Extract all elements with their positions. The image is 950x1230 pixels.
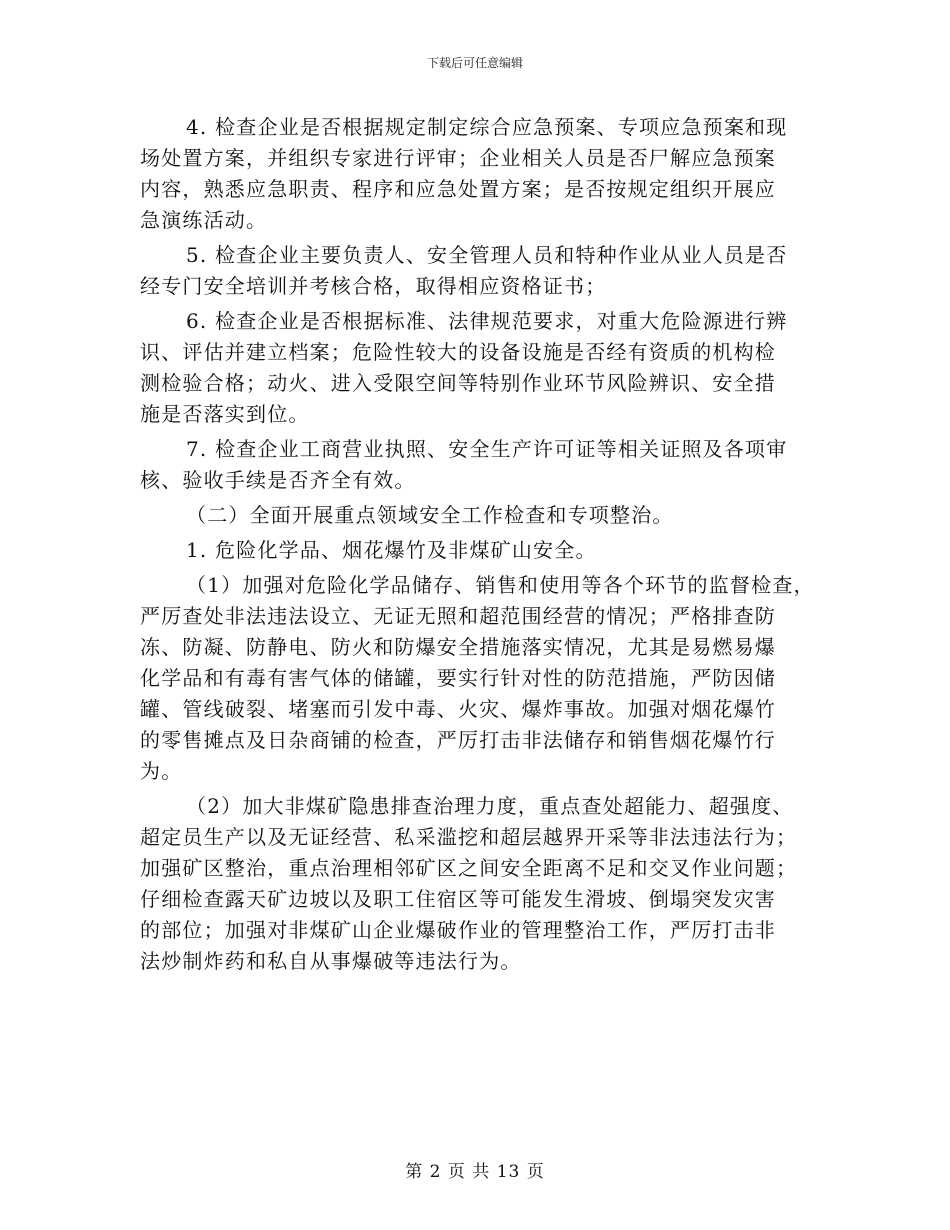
text-line: 仔细检查露天矿边坡以及职工住宿区等可能发生滑坡、倒塌突发灾害 — [140, 887, 776, 911]
text-line: 化学品和有毒有害气体的储罐，要实行针对性的防范措施，严防因储 — [140, 666, 776, 690]
page-header: 下载后可任意编辑 — [426, 56, 523, 70]
paragraph — [140, 434, 812, 496]
text-line: 施是否落实到位。 — [140, 402, 310, 426]
text-line: 5. 检查企业主要负责人、安全管理人员和特种作业从业人员是否 — [186, 243, 788, 267]
text-line: 为。 — [140, 759, 183, 783]
text-line: （2）加大非煤矿隐患排查治理力度，重点查处超能力、超强度、 — [186, 794, 794, 818]
text-line: 冻、防凝、防静电、防火和防爆安全措施落实情况，尤其是易燃易爆 — [140, 635, 776, 659]
text-line: 6. 检查企业是否根据标准、法律规范要求，对重大危险源进行辨 — [186, 309, 788, 333]
text-line: 1. 危险化学品、烟花爆竹及非煤矿山安全。 — [186, 538, 597, 562]
document-body — [140, 112, 815, 977]
text-line: 的零售摊点及日杂商铺的检查，严厉打击非法储存和销售烟花爆竹行 — [140, 728, 776, 752]
text-line: 经专门安全培训并考核合格，取得相应资格证书； — [140, 274, 607, 298]
paragraph — [140, 306, 812, 430]
paragraph — [140, 240, 812, 302]
paragraph — [140, 570, 815, 787]
page-number-footer: 第 2 页 共 13 页 — [405, 1162, 545, 1182]
text-line: 的部位；加强对非煤矿山企业爆破作业的管理整治工作，严厉打击非 — [140, 918, 776, 942]
section-heading — [140, 500, 812, 531]
text-line: （二）全面开展重点领域安全工作检查和专项整治。 — [186, 503, 674, 527]
text-line: （1）加强对危险化学品储存、销售和使用等各个环节的监督检查， — [186, 573, 815, 597]
paragraph — [140, 791, 812, 977]
subsection-heading — [140, 535, 812, 566]
text-line: 急演练活动。 — [140, 208, 268, 232]
text-line: 内容，熟悉应急职责、程序和应急处置方案；是否按规定组织开展应 — [140, 177, 776, 201]
text-line: 7. 检查企业工商营业执照、安全生产许可证等相关证照及各项审 — [186, 437, 788, 461]
text-line: 罐、管线破裂、堵塞而引发中毒、火灾、爆炸事故。加强对烟花爆竹 — [140, 697, 776, 721]
paragraph — [140, 112, 812, 236]
text-line: 测检验合格；动火、进入受限空间等特别作业环节风险辨识、安全措 — [140, 371, 776, 395]
text-line: 核、验收手续是否齐全有效。 — [140, 468, 416, 492]
text-line: 场处置方案，并组织专家进行评审；企业相关人员是否尸解应急预案 — [140, 146, 776, 170]
text-line: 法炒制炸药和私自从事爆破等违法行为。 — [140, 949, 522, 973]
text-line: 识、评估并建立档案；危险性较大的设备设施是否经有资质的机构检 — [140, 340, 776, 364]
text-line: 严厉查处非法违法设立、无证无照和超范围经营的情况；严格排查防 — [140, 604, 776, 628]
text-line: 4. 检查企业是否根据规定制定综合应急预案、专项应急预案和现 — [186, 115, 788, 139]
text-line: 加强矿区整治，重点治理相邻矿区之间安全距离不足和交叉作业问题； — [140, 856, 798, 880]
text-line: 超定员生产以及无证经营、私采滥挖和超层越界开采等非法违法行为； — [140, 825, 798, 849]
